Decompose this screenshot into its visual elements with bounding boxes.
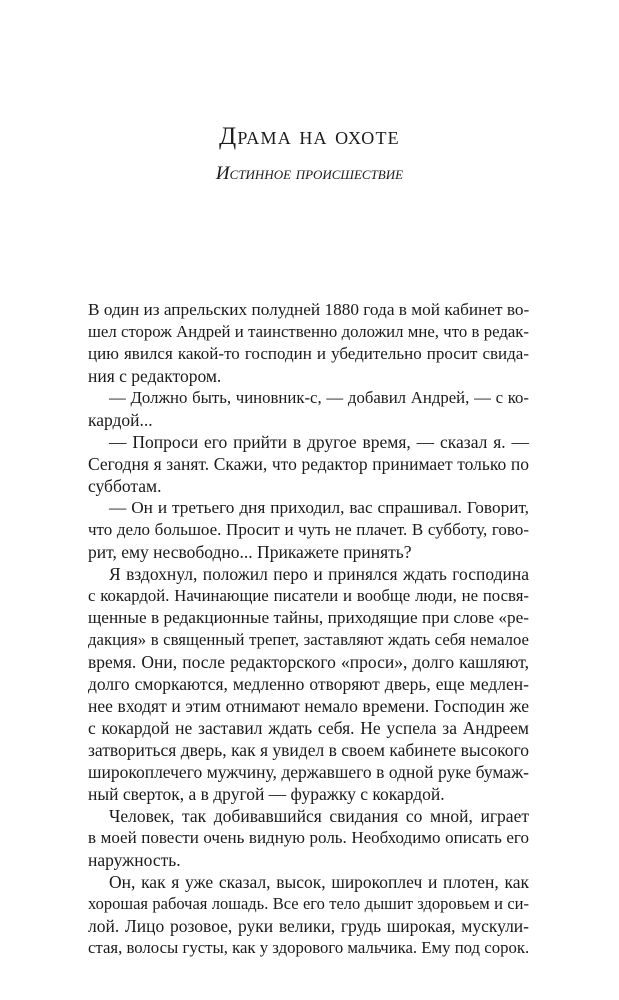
text-line: Он, как я уже сказал, высок, широкоплеч и плотен, как xyxy=(109,872,529,892)
text-line: Я вздохнул, положил перо и принялся ждать господина xyxy=(109,564,529,584)
text-line: шел сторож Андрей и таинственно доложил мне, что в редак- xyxy=(88,322,529,341)
text-line: — Он и третьего дня приходил, вас спрашивал. Говорит, xyxy=(109,498,529,517)
text-line: Человек, так добивавшийся свидания со мной, играет xyxy=(109,806,529,826)
text-line: В один из апрельских полудней 1880 года в мой кабинет во- xyxy=(88,300,530,319)
text-line: лой. Лицо розовое, руки велики, грудь широкая, мускули- xyxy=(88,916,529,936)
text-line: — Должно быть, чиновник-с, — добавил Андрей, — с ко- xyxy=(109,388,529,407)
chapter-title: Драма на охоте xyxy=(219,123,400,150)
text-line: щенные в редакционные тайны, приходящие при слове «ре- xyxy=(88,608,529,627)
text-line: в моей повести очень видную роль. Необходимо описать его xyxy=(88,828,529,847)
text-line: — Попроси его прийти в другое время, — сказал я. — xyxy=(109,432,529,452)
text-line: что дело большое. Просит и чуть не плачет. В субботу, гово- xyxy=(88,520,529,539)
body-text xyxy=(88,299,529,959)
text-line: цию явился какой-то господин и убедительно просит свида- xyxy=(88,344,529,363)
chapter-subtitle: Истинное происшествие xyxy=(215,163,404,184)
text-line: субботам. xyxy=(88,476,162,496)
text-line: долго сморкаются, медленно отворяют дверь, еще медлен- xyxy=(88,674,529,694)
text-line: с кокардой. Начинающие писатели и вообще люди, не посвя- xyxy=(88,586,529,605)
text-line: дакция» в священный трепет, заставляют ждать себя немалое xyxy=(88,630,529,649)
text-line: широкоплечего мужчину, державшего в одной руке бумаж- xyxy=(88,762,529,782)
text-line: с кокардой не заставил ждать себя. Не успела за Андреем xyxy=(88,718,529,738)
text-line: нее входят и этим отнимают немало времени. Господин же xyxy=(88,696,529,716)
text-line: наружность. xyxy=(88,850,181,870)
text-line: время. Они, после редакторского «проси», долго кашляют, xyxy=(88,652,529,672)
text-line: Сегодня я занят. Скажи, что редактор принимает только по xyxy=(88,454,529,474)
text-line: стая, волосы густы, как у здорового мальчика. Ему под сорок. xyxy=(88,938,530,957)
text-line: хорошая рабочая лошадь. Все его тело дышит здоровьем и си- xyxy=(88,894,529,913)
text-line: ния с редактором. xyxy=(88,366,222,386)
text-line: кардой... xyxy=(88,410,153,430)
text-line: ный сверток, а в другой — фуражку с кокардой. xyxy=(88,784,445,804)
text-line: рит, ему несвободно... Прикажете принять? xyxy=(88,542,412,562)
text-line: затвориться дверь, как я увидел в своем кабинете высокого xyxy=(88,740,529,760)
